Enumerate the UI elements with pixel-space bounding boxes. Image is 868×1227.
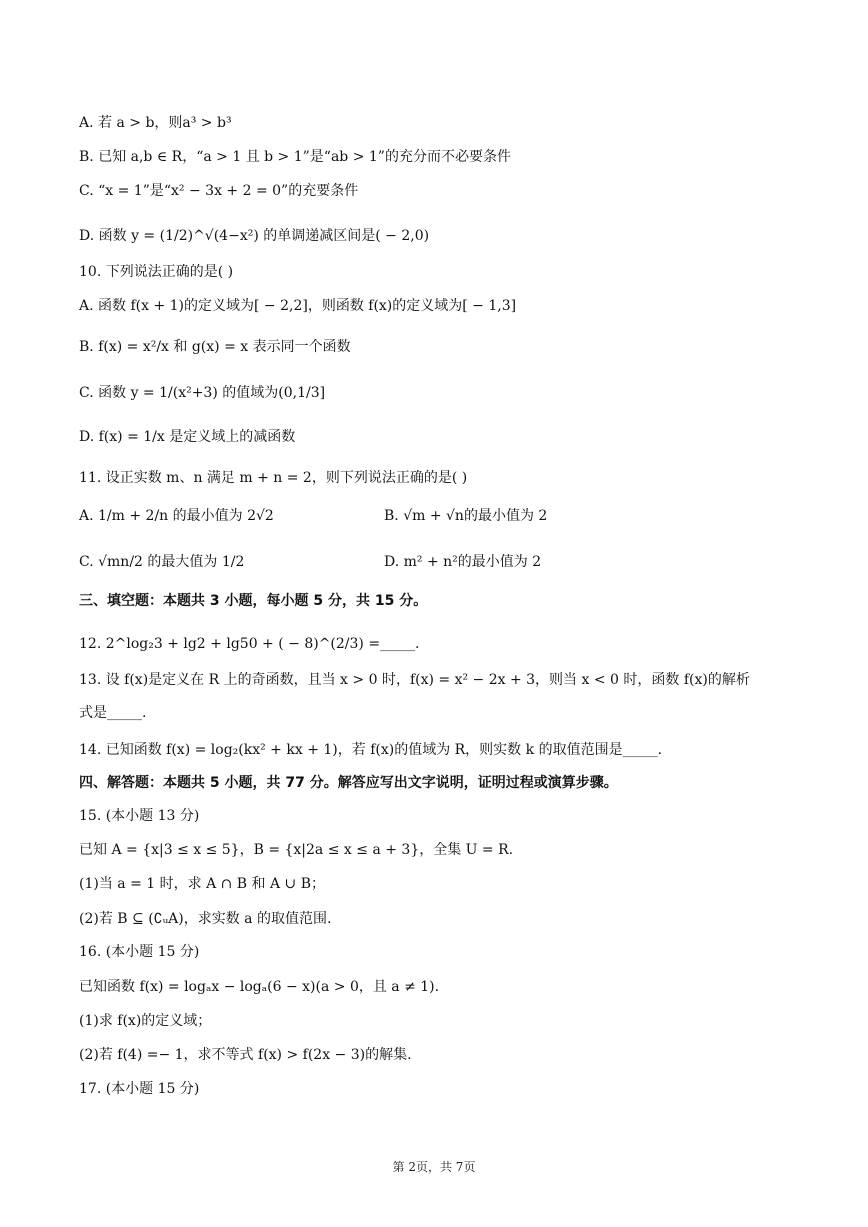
option-9b: B. 已知 a,b ∈ R，“a > 1 且 b > 1”是“ab > 1”的充分而不必要条件 bbox=[79, 149, 511, 165]
option-9d: D. 函数 y = (1/2)^√(4−x²) 的单调递减区间是( − 2,0) bbox=[79, 228, 430, 244]
option-11d: D. m² + n²的最小值为 2 bbox=[384, 554, 542, 570]
option-11c: C. √mn/2 的最大值为 1/2 bbox=[79, 554, 245, 570]
question-16: 16. (本小题 15 分) bbox=[79, 944, 200, 960]
question-16-part1: (1)求 f(x)的定义域； bbox=[79, 1013, 212, 1029]
option-9c: C. “x = 1”是“x² − 3x + 2 = 0”的充要条件 bbox=[79, 183, 359, 199]
option-11b: B. √m + √n的最小值为 2 bbox=[384, 508, 548, 524]
question-14: 14. 已知函数 f(x) = log₂(kx² + kx + 1)，若 f(x)的值域为 R，则实数 k 的取值范围是_____. bbox=[79, 742, 663, 758]
section-3-heading: 三、填空题：本题共 3 小题，每小题 5 分，共 15 分。 bbox=[79, 593, 428, 609]
option-10a: A. 函数 f(x + 1)的定义域为[ − 2,2]，则函数 f(x)的定义域为[ − 1,3] bbox=[79, 298, 517, 314]
question-15-part1: (1)当 a = 1 时，求 A ∩ B 和 A ∪ B； bbox=[79, 876, 326, 892]
section-4-heading: 四、解答题：本题共 5 小题，共 77 分。解答应写出文字说明，证明过程或演算步骤。 bbox=[79, 775, 618, 791]
question-17: 17. (本小题 15 分) bbox=[79, 1081, 200, 1097]
question-11: 11. 设正实数 m、n 满足 m + n = 2，则下列说法正确的是( ) bbox=[79, 470, 468, 486]
question-12: 12. 2^log₂3 + lg2 + lg50 + ( − 8)^(2/3) =_____. bbox=[79, 636, 420, 652]
option-10d: D. f(x) = 1/x 是定义域上的减函数 bbox=[79, 429, 296, 445]
question-15-stem: 已知 A = {x|3 ≤ x ≤ 5}，B = {x|2a ≤ x ≤ a + 3}，全集 U = R. bbox=[79, 842, 514, 858]
question-16-stem: 已知函数 f(x) = logₐx − logₐ(6 − x)(a > 0，且 a ≠ 1). bbox=[79, 979, 440, 995]
question-13-line2: 式是_____. bbox=[79, 705, 147, 721]
option-10b: B. f(x) = x²/x 和 g(x) = x 表示同一个函数 bbox=[79, 339, 351, 355]
question-10: 10. 下列说法正确的是( ) bbox=[79, 264, 234, 280]
question-15-part2: (2)若 B ⊆ (∁ᵤA)，求实数 a 的取值范围. bbox=[79, 911, 332, 927]
option-10c: C. 函数 y = 1/(x²+3) 的值域为(0,1/3] bbox=[79, 385, 326, 401]
option-9a: A. 若 a > b，则a³ > b³ bbox=[79, 115, 232, 131]
question-13-line1: 13. 设 f(x)是定义在 R 上的奇函数，且当 x > 0 时，f(x) = x² − 2x + 3，则当 x < 0 时，函数 f(x)的解析 bbox=[79, 672, 750, 688]
option-11a: A. 1/m + 2/n 的最小值为 2√2 bbox=[79, 508, 274, 524]
page-footer: 第 2页，共 7页 bbox=[392, 1160, 476, 1174]
question-15: 15. (本小题 13 分) bbox=[79, 808, 200, 824]
question-16-part2: (2)若 f(4) =− 1，求不等式 f(x) > f(2x − 3)的解集. bbox=[79, 1047, 412, 1063]
